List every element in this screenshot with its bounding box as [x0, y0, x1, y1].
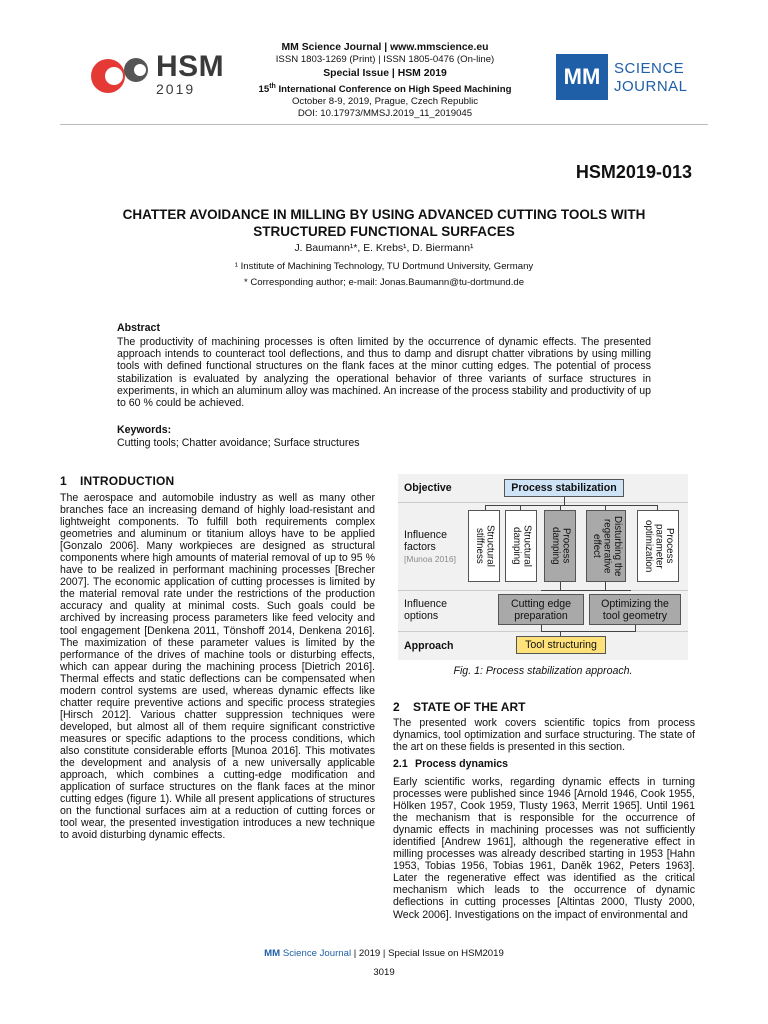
page-number: 3019: [373, 967, 395, 978]
affiliation: ¹ Institute of Machining Technology, TU Dortmund University, Germany: [234, 261, 534, 272]
state-of-art-heading: 2 STATE OF THE ART: [393, 700, 526, 714]
factor-structural-damping: Structural damping: [505, 510, 537, 582]
hsm-logo-word: HSM: [156, 50, 225, 83]
conference-line: 15th International Conference on High Speed Machining: [258, 82, 512, 95]
row-label-influence-options-1: Influence: [404, 598, 447, 610]
option-optimizing-tool-geometry: Optimizing the tool geometry: [589, 594, 681, 625]
row-label-objective: Objective: [404, 482, 452, 494]
keywords-text: Cutting tools; Chatter avoidance; Surface structures: [117, 437, 360, 449]
row-label-influence-factors-2: factors: [404, 541, 436, 553]
introduction-text: The aerospace and automobile industry as well as many other branches face an increasing demand of highly load-resistant and lightweight components. To fulfill both requirements complex geometries and aluminum or titanium alloys have to be applied [Gonzalo 2006]. Many workpieces are designed as structural components where high amounts of material removal of up to 95 % have to be realized in performant machining processes [Brecher 2007]. The economic application of cutting processes is limited by the material removal rate under the restrictions of the production accuracy and quality at minimal costs. Such goals could be archived by increasing process parameters like feed velocity and tool engagement [Denkena 2011, Tönshoff 2014, Denkena 2016]. The maximization of these parameter values is limited by the performance of the drives of machine tools or disturbing effects, which can appear during the machining process [Dietrich 2016]. Thermal effects and static deflections can be compensated when modern control systems are used, whereas dynamic effects like chatter require preventive actions and specific process strategies [Hirsch 2012]. Various chatter suppression techniques were developed, but almost all of them require significant constrictive measures or specific adaptions to the process conditions, which also constitute considerable efforts [Munoa 2016]. This motivates the development and analysis of a new universally applicable approach, which combines a cutting-edge modification and application of surface structures on the flank faces at the minor cutting edges (figure 1). While all present applications of structures on the functional surfaces aim at a reduction of cutting forces or tool wear, the presented investigation introduces a new technique to avoid disturbing dynamic effects.: [60, 492, 375, 842]
introduction-heading: 1 INTRODUCTION: [60, 474, 175, 488]
row-label-approach: Approach: [404, 640, 454, 652]
figure-process-stabilization: [398, 474, 688, 660]
option-cutting-edge-preparation: Cutting edge preparation: [498, 594, 584, 625]
process-dynamics-heading: 2.1 Process dynamics: [393, 758, 509, 770]
factor-disturbing-regenerative-effect: Disturbing the regenerative effect: [586, 510, 626, 582]
factor-process-parameter-optimization: Process parameter optimization: [637, 510, 679, 582]
paper-id: HSM2019-013: [575, 162, 692, 182]
header-divider: [60, 124, 708, 125]
issn-line: ISSN 1803-1269 (Print) | ISSN 1805-0476 (On-line): [275, 54, 495, 66]
state-of-art-text: The presented work covers scientific topics from process dynamics, tool optimization and surface structuring. The state of the art on these fields is presented in this section.: [393, 717, 695, 754]
abstract-heading: Abstract: [117, 322, 160, 334]
mm-logo-line2: JOURNAL: [614, 78, 688, 95]
special-issue-line: Special Issue | HSM 2019: [323, 68, 447, 80]
hsm-logo-year: 2019: [156, 81, 196, 97]
page-footer: MM Science Journal | 2019 | Special Issue on HSM2019: [264, 948, 504, 959]
keywords-heading: Keywords:: [117, 424, 172, 436]
factor-structural-stiffness: Structural stiffness: [468, 510, 500, 582]
corresponding-author: * Corresponding author; e-mail: Jonas.Baumann@tu-dortmund.de: [243, 277, 525, 288]
row-label-influence-factors-ref: [Munoa 2016]: [404, 554, 456, 564]
mm-logo-line1: SCIENCE: [614, 60, 685, 77]
mm-science-journal-logo: [556, 54, 706, 106]
journal-header-info: [240, 42, 530, 120]
hsm-logo-mark: [88, 50, 154, 102]
paper-title: CHATTER AVOIDANCE IN MILLING BY USING ADVANCED CUTTING TOOLS WITH STRUCTURED FUNCTIONAL SURFACES: [122, 207, 646, 239]
factor-process-damping: Process damping: [544, 510, 576, 582]
date-place-line: October 8-9, 2019, Prague, Czech Republic: [291, 96, 479, 107]
doi-line: DOI: 10.17973/MMSJ.2019_11_2019045: [297, 108, 473, 120]
row-label-influence-factors-1: Influence: [404, 529, 447, 541]
approach-tool-structuring: Tool structuring: [516, 636, 606, 654]
hsm-2019-logo: [88, 50, 238, 102]
mm-logo-mark: MM: [556, 54, 608, 100]
journal-line: MM Science Journal | www.mmscience.eu: [281, 42, 489, 53]
objective-box: Process stabilization: [504, 479, 624, 497]
authors: J. Baumann¹*, E. Krebs¹, D. Biermann¹: [294, 243, 474, 254]
figure-caption: Fig. 1: Process stabilization approach.: [453, 665, 633, 677]
row-label-influence-options-2: options: [404, 610, 439, 622]
process-dynamics-text: Early scientific works, regarding dynamic effects in turning processes were published since 1946 [Arnold 1946, Cook 1955, Hölken 1957, Cook 1959, Tlusty 1963, Merrit 1965]. Until 1961 the mechanism that is responsible for the occurrence of dynamic effects in machining processes was not sufficiently identified [Andrew 1961], although the regenerative effect in milling processes was already described starting in 1953 [Hahn 1953, Tobias 1956, Tobias 1961, Daněk 1962, Peters 1963]. Later the regenerative effect was identified as the critical mechanism which leads to the occurrence of dynamic deflections in cutting processes [Altintas 2000, Tlusty 2000, Weck 2006]. Investigations on the impact of environmental and: [393, 776, 695, 921]
abstract-text: The productivity of machining processes is often limited by the occurrence of dynamic effects. The presented approach intends to counteract tool deflections, and thus to damp and disrupt chatter vibrations by using milling tools with defined functional structures on the flank faces at the minor cutting edges. The potential of process stabilization is evaluated by analyzing the operational behavior of three variants of surface structures in experiments, in which an aluminum alloy was machined. An increase of the process stability and productivity of up to 60 % could be achieved.: [117, 336, 651, 410]
